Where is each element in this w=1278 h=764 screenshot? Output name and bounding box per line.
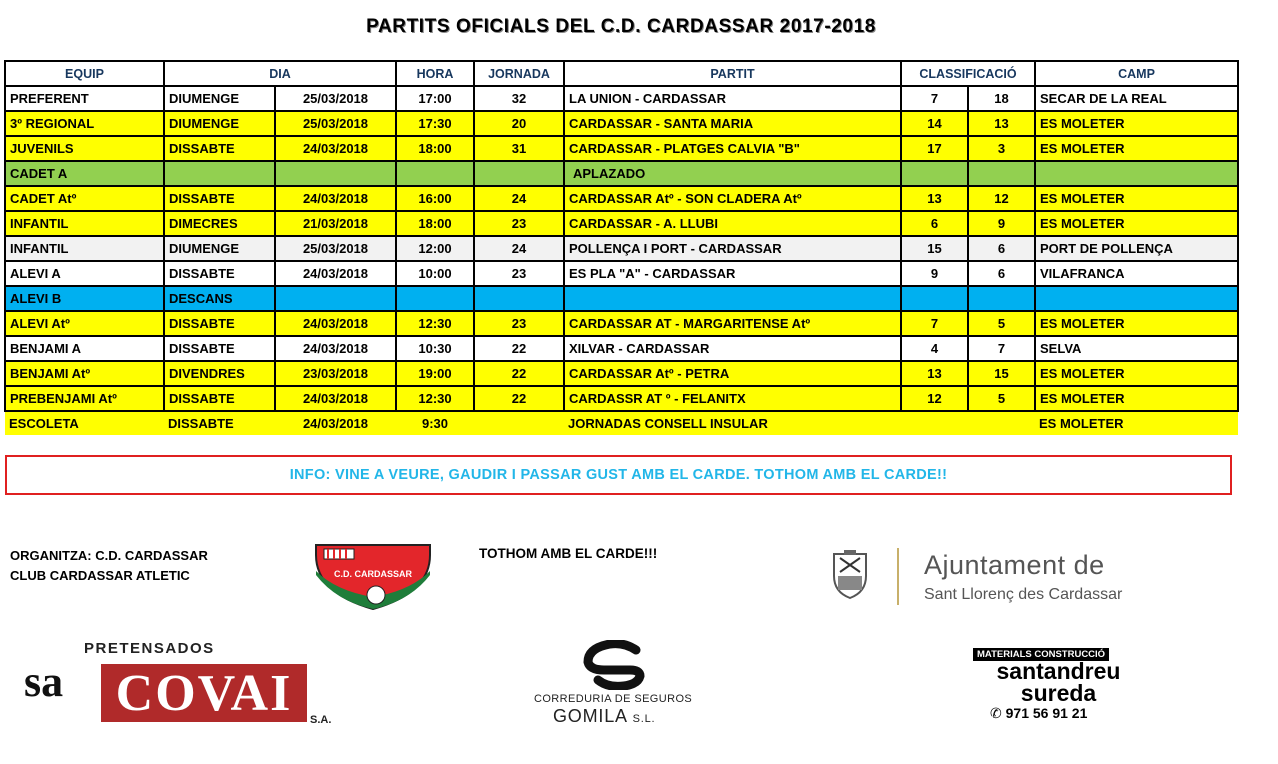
table-cell: BENJAMI A [5,336,164,361]
table-cell: 19:00 [396,361,474,386]
table-cell: 17 [901,136,968,161]
table-cell: 3º REGIONAL [5,111,164,136]
table-cell: 9 [901,261,968,286]
table-cell: 14 [901,111,968,136]
divider [897,548,899,605]
table-cell: ES MOLETER [1035,186,1238,211]
table-cell: 7 [968,336,1035,361]
gomila-logo-icon [580,640,660,690]
table-cell: DISSABTE [164,136,275,161]
table-cell: POLLENÇA I PORT - CARDASSAR [564,236,901,261]
table-cell: 10:30 [396,336,474,361]
table-cell: DIMECRES [164,211,275,236]
table-cell: ES MOLETER [1035,211,1238,236]
table-cell: 9 [968,211,1035,236]
table-cell: ES MOLETER [1035,111,1238,136]
table-cell: 15 [968,361,1035,386]
table-cell: 23/03/2018 [275,361,396,386]
table-cell [1035,161,1238,186]
table-cell: 24/03/2018 [275,311,396,336]
table-cell [164,161,275,186]
table-cell: VILAFRANCA [1035,261,1238,286]
table-row [5,111,1238,136]
header-classificacio: CLASSIFICACIÓ [901,61,1035,86]
table-cell: CARDASSAR - SANTA MARIA [564,111,901,136]
table-row [5,186,1238,211]
table-cell [275,286,396,311]
club-crest-icon [314,541,432,611]
table-cell: PORT DE POLLENÇA [1035,236,1238,261]
table-row [5,261,1238,286]
table-cell: ES MOLETER [1035,361,1238,386]
table-row [5,161,1238,186]
table-cell: 24 [474,186,564,211]
table-cell: 15 [901,236,968,261]
table-cell [474,161,564,186]
table-cell: APLAZADO [564,161,901,186]
organizer-text: ORGANITZA: C.D. CARDASSAR CLUB CARDASSAR ATLETIC [10,548,208,583]
table-cell: CADET A [5,161,164,186]
table-cell: 10:00 [396,261,474,286]
header-jornada: JORNADA [474,61,564,86]
table-cell: DISSABTE [164,336,275,361]
table-cell: 22 [474,386,564,411]
table-header-row [5,61,1238,86]
table-cell: 24/03/2018 [275,186,396,211]
table-cell: ES PLA "A" - CARDASSAR [564,261,901,286]
table-cell: 12:30 [396,311,474,336]
table-cell [968,161,1035,186]
header-equip: EQUIP [5,61,164,86]
table-cell: CARDASSAR Atº - PETRA [564,361,901,386]
table-cell [1035,286,1238,311]
table-cell: LA UNION - CARDASSAR [564,86,901,111]
match-schedule-table [4,60,1239,435]
table-cell: DISSABTE [164,311,275,336]
sponsor-santandreu-label: MATERIALS CONSTRUCCIÓ [973,648,1109,661]
table-cell: 12 [968,186,1035,211]
table-row [5,211,1238,236]
table-cell [474,286,564,311]
table-cell: 25/03/2018 [275,236,396,261]
table-cell: 7 [901,86,968,111]
table-cell: 31 [474,136,564,161]
table-cell: 6 [968,236,1035,261]
table-cell: 12:00 [396,236,474,261]
table-cell: ALEVI A [5,261,164,286]
sponsor-santandreu-name: santandreu sureda [996,658,1121,706]
table-row [5,386,1238,411]
table-cell: 32 [474,86,564,111]
table-cell: ALEVI B [5,286,164,311]
table-row [5,361,1238,386]
municipal-shield-icon [830,548,870,600]
table-cell: 24/03/2018 [275,136,396,161]
table-cell: 24/03/2018 [275,411,396,435]
table-cell: 3 [968,136,1035,161]
table-cell: 25/03/2018 [275,86,396,111]
table-cell [968,286,1035,311]
page-title: PARTITS OFICIALS DEL C.D. CARDASSAR 2017-2018 [366,16,876,37]
table-cell: 5 [968,311,1035,336]
table-cell: 25/03/2018 [275,111,396,136]
table-row-escoleta [5,411,1238,435]
table-cell: 20 [474,111,564,136]
table-cell [275,161,396,186]
table-cell: 13 [901,186,968,211]
table-cell: DISSABTE [164,386,275,411]
table-cell: 18:00 [396,136,474,161]
table-cell: DIVENDRES [164,361,275,386]
table-cell: 21/03/2018 [275,211,396,236]
sponsor-covai-sa: sa [24,657,64,706]
sponsor-covai-top: PRETENSADOS [84,640,215,657]
table-cell: ES MOLETER [1035,311,1238,336]
table-cell [474,411,564,435]
table-row [5,236,1238,261]
svg-text:C.D. CARDASSAR: C.D. CARDASSAR [333,569,413,579]
table-cell: 12 [901,386,968,411]
table-cell: DIUMENGE [164,111,275,136]
table-cell: 13 [901,361,968,386]
table-cell: 18 [968,86,1035,111]
header-camp: CAMP [1035,61,1238,86]
table-cell [901,286,968,311]
table-cell: 7 [901,311,968,336]
table-cell: 16:00 [396,186,474,211]
table-cell [396,286,474,311]
sponsor-covai-logo: COVAI [101,664,307,722]
table-cell: DESCANS [164,286,275,311]
table-cell: ES MOLETER [1035,386,1238,411]
table-cell: 18:00 [396,211,474,236]
table-cell: 22 [474,361,564,386]
sponsor-covai-suffix: S.A. [310,714,332,726]
table-cell: 12:30 [396,386,474,411]
table-cell: XILVAR - CARDASSAR [564,336,901,361]
sponsor-santandreu-phone: ✆ 971 56 91 21 [990,705,1088,721]
table-row [5,86,1238,111]
table-cell: 22 [474,336,564,361]
table-cell: 17:00 [396,86,474,111]
table-cell: BENJAMI Atº [5,361,164,386]
table-cell: 23 [474,211,564,236]
table-cell: INFANTIL [5,236,164,261]
sponsor-gomila-sub: CORREDURIA DE SEGUROS [534,693,693,705]
table-row [5,286,1238,311]
table-cell: ES MOLETER [1035,136,1238,161]
ajuntament-title: Ajuntament de [924,550,1105,580]
table-row [5,136,1238,161]
table-cell [396,161,474,186]
table-cell [901,161,968,186]
table-cell: 24/03/2018 [275,261,396,286]
table-cell: PREBENJAMI Atº [5,386,164,411]
table-cell: 6 [901,211,968,236]
table-cell: INFANTIL [5,211,164,236]
table-cell: 24/03/2018 [275,336,396,361]
table-cell: ES MOLETER [1035,411,1238,435]
table-cell: CARDASSAR - PLATGES CALVIA "B" [564,136,901,161]
table-cell: 17:30 [396,111,474,136]
table-cell: 13 [968,111,1035,136]
table-cell: 6 [968,261,1035,286]
table-cell: DIUMENGE [164,86,275,111]
sponsor-gomila-name: GOMILA S.L. [553,706,656,726]
header-partit: PARTIT [564,61,901,86]
ajuntament-subtitle: Sant Llorenç des Cardassar [924,586,1123,603]
table-cell: CARDASSR AT º - FELANITX [564,386,901,411]
header-hora: HORA [396,61,474,86]
table-cell: DIUMENGE [164,236,275,261]
table-cell: CADET Atº [5,186,164,211]
table-cell: DISSABTE [164,261,275,286]
slogan-text: TOTHOM AMB EL CARDE!!! [479,546,658,561]
table-cell: JUVENILS [5,136,164,161]
table-cell: 9:30 [396,411,474,435]
header-dia: DIA [164,61,396,86]
table-cell: 23 [474,261,564,286]
table-cell: DISSABTE [164,411,275,435]
info-banner: INFO: VINE A VEURE, GAUDIR I PASSAR GUST AMB EL CARDE. TOTHOM AMB EL CARDE!! [5,455,1232,495]
table-cell: 4 [901,336,968,361]
table-cell: 24/03/2018 [275,386,396,411]
table-cell: SELVA [1035,336,1238,361]
table-cell: 5 [968,386,1035,411]
table-cell: CARDASSAR - A. LLUBI [564,211,901,236]
table-cell: SECAR DE LA REAL [1035,86,1238,111]
table-cell [564,286,901,311]
table-cell: JORNADAS CONSELL INSULAR [564,411,1035,435]
table-cell: 23 [474,311,564,336]
table-cell: ALEVI Atº [5,311,164,336]
table-cell: CARDASSAR Atº - SON CLADERA Atº [564,186,901,211]
table-cell: DISSABTE [164,186,275,211]
table-cell: ESCOLETA [5,411,164,435]
table-row [5,311,1238,336]
table-cell: 24 [474,236,564,261]
table-cell: PREFERENT [5,86,164,111]
table-row [5,336,1238,361]
table-cell: CARDASSAR AT - MARGARITENSE Atº [564,311,901,336]
